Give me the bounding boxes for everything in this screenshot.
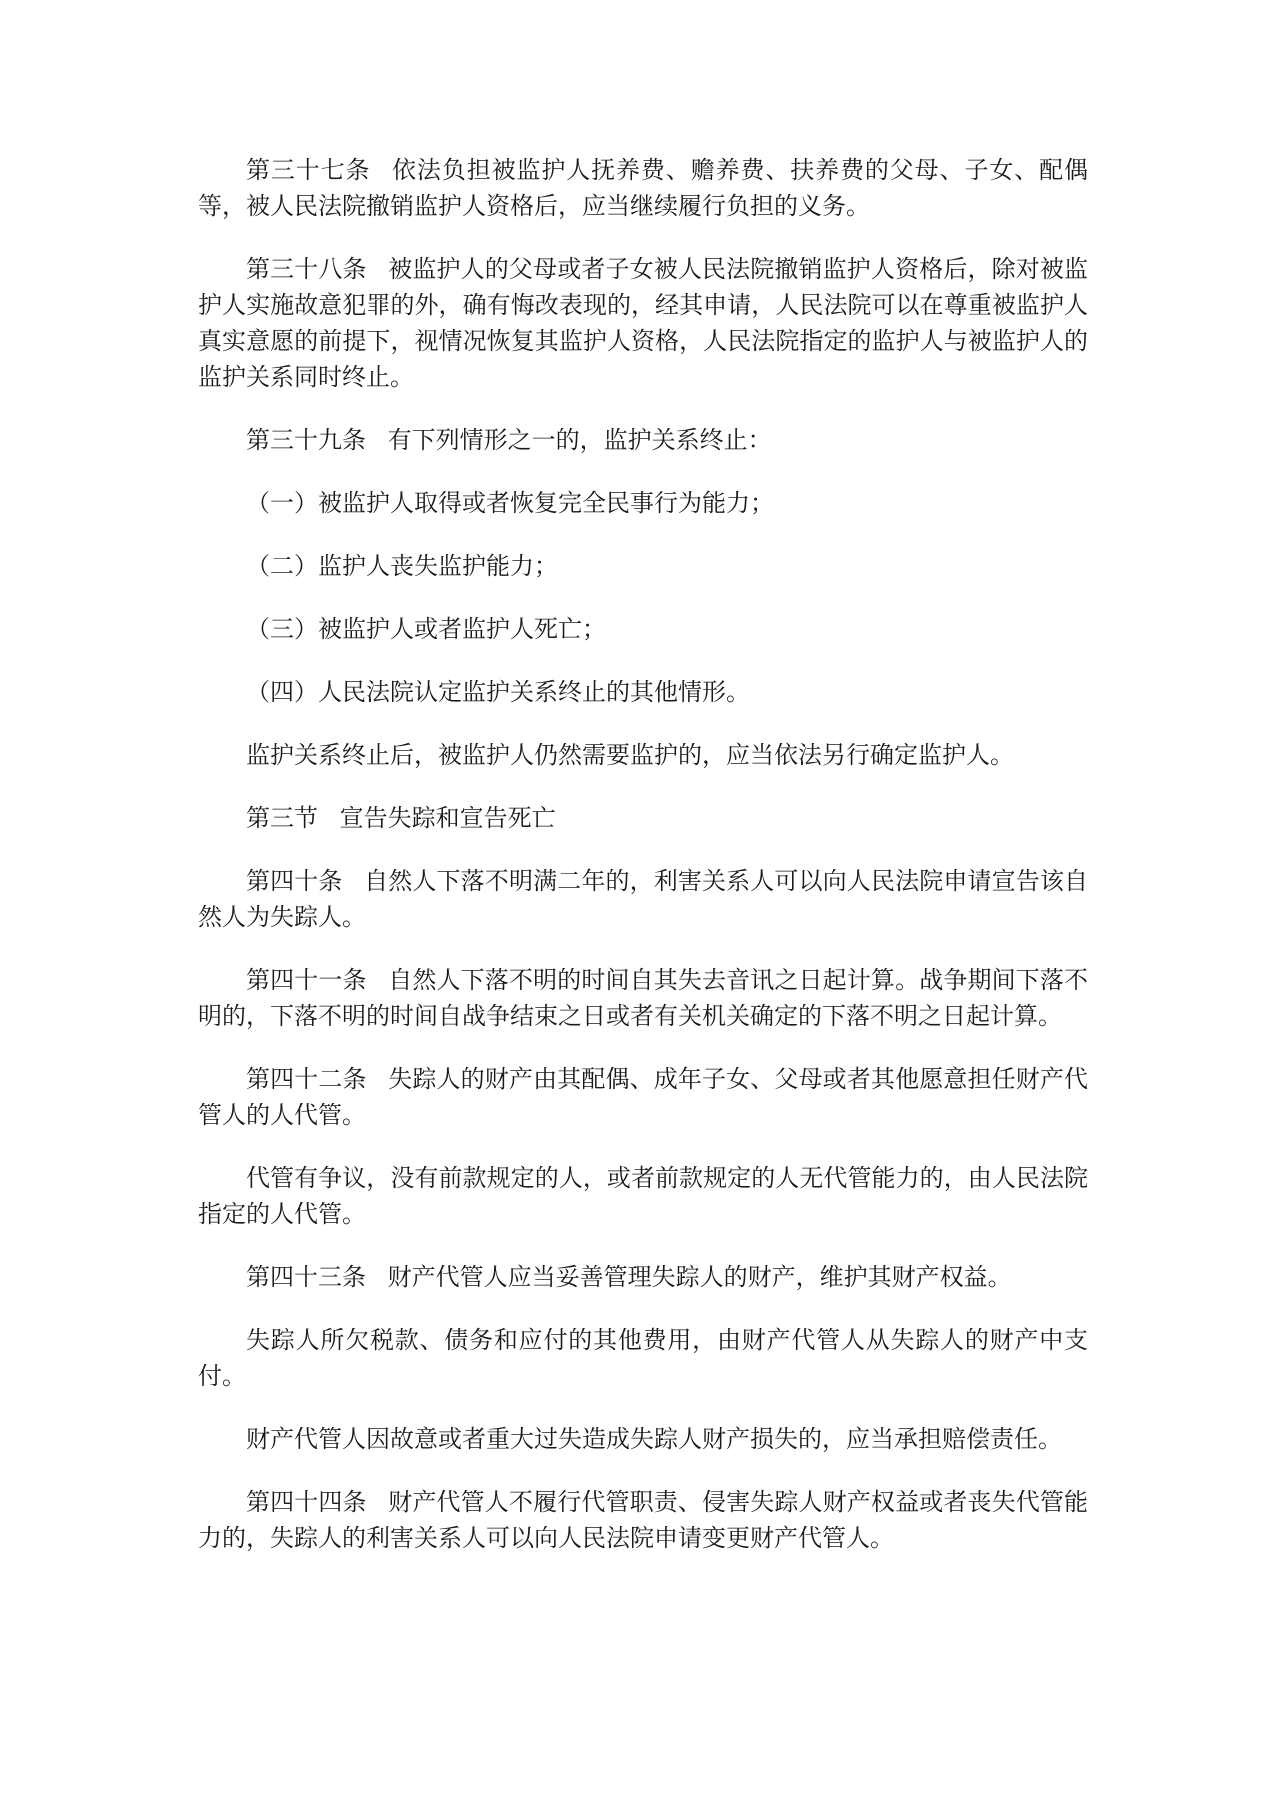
list-item-3 [198, 611, 1088, 647]
article-heading: 第三十七条 [246, 156, 371, 184]
section-title: 宣告失踪和宣告死亡 [339, 804, 556, 832]
paragraph-text: 失踪人所欠税款、债务和应付的其他费用，由财产代管人从失踪人的财产中支付。 [198, 1326, 1088, 1390]
article-text: 失踪人的财产由其配偶、成年子女、父母或者其他愿意担任财产代管人的人代管。 [198, 1065, 1089, 1129]
list-item-text: （二）监护人丧失监护能力； [246, 552, 558, 580]
article-42 [198, 1061, 1088, 1133]
article-heading: 第四十一条 [246, 966, 367, 994]
article-heading: 第四十三条 [246, 1263, 366, 1291]
article-43-clause-2 [198, 1322, 1088, 1394]
paragraph-text: 代管有争议，没有前款规定的人，或者前款规定的人无代管能力的，由人民法院指定的人代管。 [198, 1164, 1088, 1228]
article-heading: 第三十八条 [246, 255, 367, 283]
article-heading: 第三十九条 [246, 426, 366, 454]
article-41 [198, 962, 1088, 1034]
article-42-clause-2 [198, 1160, 1088, 1232]
list-item-text: （一）被监护人取得或者恢复完全民事行为能力； [246, 489, 774, 517]
article-text: 被监护人的父母或者子女被人民法院撤销监护人资格后，除对被监护人实施故意犯罪的外，确有悔改表现的，经其申请，人民法院可以在尊重被监护人真实意愿的前提下，视情况恢复其监护人资格，人民法院指定的监护人与被监护人的监护关系同时终止。 [198, 255, 1089, 391]
article-text: 财产代管人不履行代管职责、侵害失踪人财产权益或者丧失代管能力的，失踪人的利害关系人可以向人民法院申请变更财产代管人。 [198, 1488, 1089, 1552]
article-heading: 第四十四条 [246, 1488, 367, 1516]
section-heading [198, 800, 1088, 836]
list-item-2 [198, 548, 1088, 584]
article-43 [198, 1259, 1088, 1295]
list-item-1 [198, 485, 1088, 521]
article-text: 依法负担被监护人抚养费、赡养费、扶养费的父母、子女、配偶等，被人民法院撤销监护人资格后，应当继续履行负担的义务。 [198, 156, 1089, 220]
article-text: 自然人下落不明的时间自其失去音讯之日起计算。战争期间下落不明的，下落不明的时间自战争结束之日或者有关机关确定的下落不明之日起计算。 [198, 966, 1089, 1030]
article-text: 财产代管人应当妥善管理失踪人的财产，维护其财产权益。 [387, 1263, 1012, 1291]
article-heading: 第四十条 [246, 867, 343, 895]
paragraph-text: 财产代管人因故意或者重大过失造成失踪人财产损失的，应当承担赔偿责任。 [246, 1425, 1062, 1453]
article-39 [198, 422, 1088, 458]
article-37 [198, 152, 1088, 224]
article-text: 自然人下落不明满二年的，利害关系人可以向人民法院申请宣告该自然人为失踪人。 [198, 867, 1089, 931]
document-body [198, 152, 1088, 1583]
section-number: 第三节 [246, 804, 318, 832]
list-item-text: （三）被监护人或者监护人死亡； [246, 615, 606, 643]
article-39-clause-2 [198, 737, 1088, 773]
paragraph-text: 监护关系终止后，被监护人仍然需要监护的，应当依法另行确定监护人。 [246, 741, 1014, 769]
article-44 [198, 1484, 1088, 1556]
article-43-clause-3 [198, 1421, 1088, 1457]
article-40 [198, 863, 1088, 935]
list-item-text: （四）人民法院认定监护关系终止的其他情形。 [246, 678, 750, 706]
article-38 [198, 251, 1088, 395]
list-item-4 [198, 674, 1088, 710]
article-text: 有下列情形之一的，监护关系终止： [387, 426, 772, 454]
article-heading: 第四十二条 [246, 1065, 367, 1093]
